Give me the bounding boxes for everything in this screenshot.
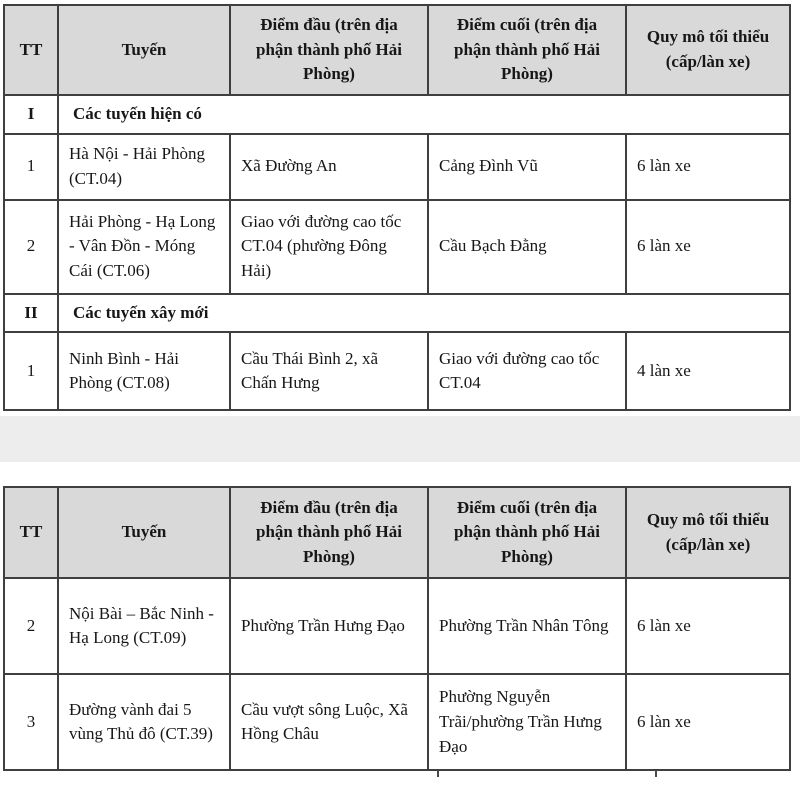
table-row: [4, 332, 790, 410]
cell-route: Đường vành đai 5 vùng Thủ đô (CT.39): [58, 674, 230, 770]
table2-header-row: [4, 487, 790, 578]
cell-tt: 2: [4, 200, 58, 294]
gray-divider-band: [0, 416, 800, 462]
column-header-end-point: Điểm cuối (trên địa phận thành phố Hải Phòng): [428, 487, 626, 578]
partial-border-tick: [437, 771, 439, 777]
cell-end-point: Giao với đường cao tốc CT.04: [428, 332, 626, 410]
column-header-min-scale: Quy mô tối thiểu (cấp/làn xe): [626, 487, 790, 578]
cell-tt: 1: [4, 332, 58, 410]
cell-start-point: Giao với đường cao tốc CT.04 (phường Đông Hải): [230, 200, 428, 294]
section-label: Các tuyến xây mới: [58, 294, 790, 333]
table-row: [4, 674, 790, 770]
cell-route: Hải Phòng - Hạ Long - Vân Đồn - Móng Cái (CT.06): [58, 200, 230, 294]
column-header-end-point: Điểm cuối (trên địa phận thành phố Hải Phòng): [428, 5, 626, 95]
table-row: [4, 200, 790, 294]
column-header-route: Tuyến: [58, 487, 230, 578]
cell-min-scale: 6 làn xe: [626, 134, 790, 200]
cell-start-point: Cầu Thái Bình 2, xã Chấn Hưng: [230, 332, 428, 410]
cell-min-scale: 6 làn xe: [626, 200, 790, 294]
cell-end-point: Phường Nguyễn Trãi/phường Trần Hưng Đạo: [428, 674, 626, 770]
cell-end-point: Cảng Đình Vũ: [428, 134, 626, 200]
column-header-start-point: Điểm đầu (trên địa phận thành phố Hải Phòng): [230, 487, 428, 578]
cell-start-point: Xã Đường An: [230, 134, 428, 200]
cell-min-scale: 6 làn xe: [626, 674, 790, 770]
expressway-table-1: [3, 4, 791, 411]
cell-route: Nội Bài – Bắc Ninh - Hạ Long (CT.09): [58, 578, 230, 674]
cell-tt: 1: [4, 134, 58, 200]
section-row-new-routes: [4, 294, 790, 333]
cell-tt: 2: [4, 578, 58, 674]
section-row-existing-routes: [4, 95, 790, 134]
cell-route: Ninh Bình - Hải Phòng (CT.08): [58, 332, 230, 410]
column-header-start-point: Điểm đầu (trên địa phận thành phố Hải Phòng): [230, 5, 428, 95]
partial-border-tick: [655, 771, 657, 777]
column-header-route: Tuyến: [58, 5, 230, 95]
cut-off-next-row: [3, 771, 789, 777]
table-row: [4, 134, 790, 200]
expressway-table-2: [3, 486, 791, 771]
table1-header-row: [4, 5, 790, 95]
cell-end-point: Cầu Bạch Đằng: [428, 200, 626, 294]
cell-end-point: Phường Trần Nhân Tông: [428, 578, 626, 674]
column-header-min-scale: Quy mô tối thiểu (cấp/làn xe): [626, 5, 790, 95]
section-numeral: II: [4, 294, 58, 333]
column-header-tt: TT: [4, 5, 58, 95]
section-label: Các tuyến hiện có: [58, 95, 790, 134]
section-numeral: I: [4, 95, 58, 134]
column-header-tt: TT: [4, 487, 58, 578]
cell-min-scale: 4 làn xe: [626, 332, 790, 410]
cell-start-point: Phường Trần Hưng Đạo: [230, 578, 428, 674]
cell-min-scale: 6 làn xe: [626, 578, 790, 674]
cell-tt: 3: [4, 674, 58, 770]
table-row: [4, 578, 790, 674]
cell-route: Hà Nội - Hải Phòng (CT.04): [58, 134, 230, 200]
cell-start-point: Cầu vượt sông Luộc, Xã Hồng Châu: [230, 674, 428, 770]
